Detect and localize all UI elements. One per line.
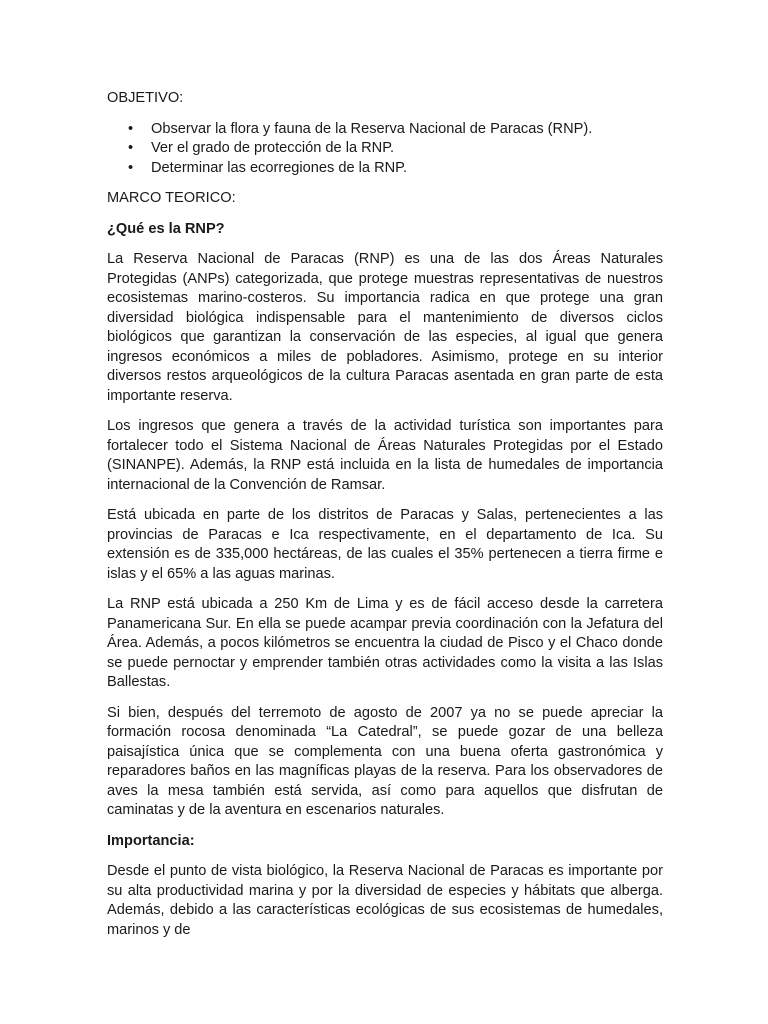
question-heading: ¿Qué es la RNP? bbox=[107, 220, 225, 237]
document-page bbox=[107, 89, 663, 951]
paragraph: La RNP está ubicada a 250 Km de Lima y es de fácil acceso desde la carretera Panamericana Sur. En ella se puede acampar previa coordinación con la Jefatura del Área. Además, a pocos kilómetros se encuentra la ciudad de Pisco y el Chaco donde se puede pernoctar y emprender también otras actividades como la visita a las Islas Ballestas. bbox=[107, 596, 663, 690]
paragraph: Los ingresos que genera a través de la actividad turística son importantes para fortalecer todo el Sistema Nacional de Áreas Naturales Protegidas por el Estado (SINANPE). Además, la RNP está incluida en la lista de humedales de importancia internacional de la Convención de Ramsar. bbox=[107, 418, 663, 493]
list-item-text: Ver el grado de protección de la RNP. bbox=[151, 140, 395, 156]
list-item bbox=[107, 159, 663, 179]
objective-heading: OBJETIVO: bbox=[107, 90, 184, 106]
paragraph: Está ubicada en parte de los distritos de Paracas y Salas, pertenecientes a las provincias de Paracas e Ica respectivamente, en el departamento de Ica. Su extensión es de 335,000 hectáreas, de las cuales el 35% pertenecen a tierra firme e islas y el 65% a las aguas marinas. bbox=[107, 507, 663, 582]
paragraph: Si bien, después del terremoto de agosto de 2007 ya no se puede apreciar la formación rocosa denominada “La Catedral”, se puede gozar de una belleza paisajística única que se complementa con una buena oferta gastronómica y reparadores baños en las magníficas playas de la reserva. Para los observadores de aves la mesa también está servida, así como para aquellos que disfrutan de caminatas y de la aventura en escenarios naturales. bbox=[107, 704, 663, 818]
paragraph: La Reserva Nacional de Paracas (RNP) es una de las dos Áreas Naturales Protegidas (ANPs) categorizada, que protege muestras representativas de nuestros ecosistemas marino-costeros. Su importancia radica en que protege una gran diversidad biológica indispensable para el mantenimiento de diversos ciclos biológicos que garantizan la conservación de las especies, al igual que genera ingresos económicos a miles de pobladores. Asimismo, protege en su interior diversos restos arqueológicos de la cultura Paracas asentada en gran parte de esta importante reserva. bbox=[107, 251, 663, 404]
bullet-icon: • bbox=[128, 159, 134, 176]
paragraph: Desde el punto de vista biológico, la Reserva Nacional de Paracas es importante por su alta productividad marina y por la diversidad de especies y hábitats que alberga. Además, debido a las características ecológicas de sus ecosistemas de humedales, marinos y de bbox=[107, 863, 663, 938]
bullet-icon: • bbox=[128, 140, 134, 156]
framework-heading: MARCO TEORICO: bbox=[107, 190, 236, 206]
objectives-list bbox=[107, 120, 663, 179]
bullet-icon: • bbox=[128, 120, 134, 137]
importance-heading: Importancia: bbox=[107, 832, 195, 849]
list-item-text: Determinar las ecorregiones de la RNP. bbox=[151, 159, 408, 176]
list-item-text: Observar la flora y fauna de la Reserva Nacional de Paracas (RNP). bbox=[151, 120, 593, 137]
list-item bbox=[107, 139, 663, 159]
list-item bbox=[107, 120, 663, 140]
